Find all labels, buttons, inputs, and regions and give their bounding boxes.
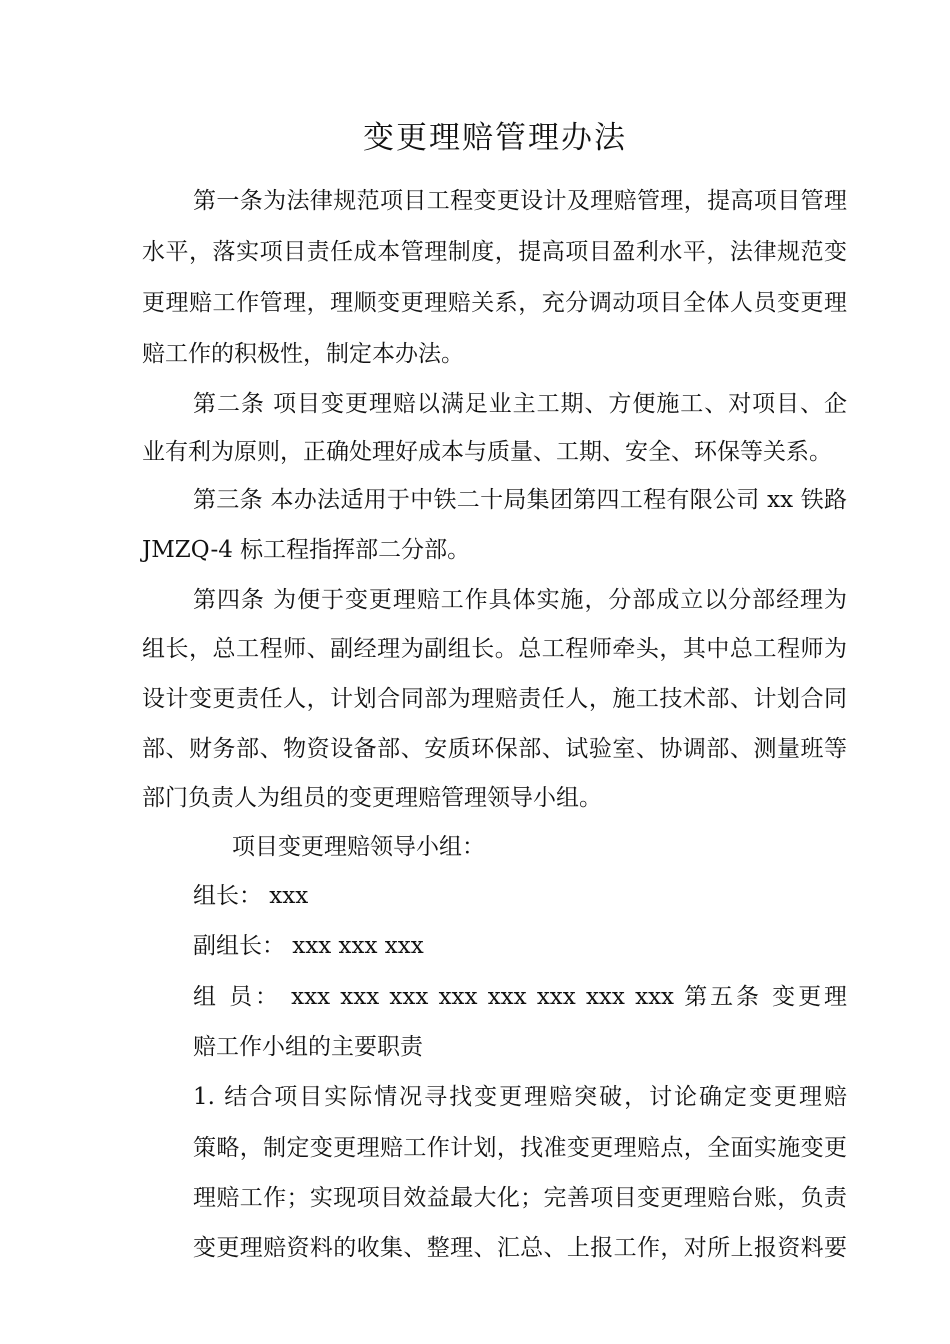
group-deputy: 副组长： xxx xxx xxx: [193, 933, 424, 959]
article-2-line-1: 第二条 项目变更理赔以满足业主工期、方便施工、对项目、企: [193, 391, 847, 417]
duty-1-line-3: 理赔工作；实现项目效益最大化；完善项目变更理赔台账，负责: [193, 1185, 847, 1211]
article-3-line-2: JMZQ-4 标工程指挥部二分部。: [142, 537, 471, 563]
article-1-line-2: 水平，落实项目责任成本管理制度，提高项目盈利水平，法律规范变: [142, 239, 847, 265]
duty-1-line-2: 策略，制定变更理赔工作计划，找准变更理赔点，全面实施变更: [193, 1135, 847, 1161]
group-members-line-1: 组 员： xxx xxx xxx xxx xxx xxx xxx xxx 第五条 变更理: [193, 984, 847, 1010]
document-title: 变更理赔管理办法: [363, 120, 627, 156]
article-4-line-4: 部、财务部、物资设备部、安质环保部、试验室、协调部、测量班等: [142, 736, 847, 762]
article-4-line-3: 设计变更责任人，计划合同部为理赔责任人，施工技术部、计划合同: [142, 686, 847, 712]
group-leader: 组长： xxx: [193, 883, 309, 909]
article-4-line-2: 组长，总工程师、副经理为副组长。总工程师牵头，其中总工程师为: [142, 636, 847, 662]
article-4-line-5: 部门负责人为组员的变更理赔管理领导小组。: [142, 785, 602, 811]
article-4-line-1: 第四条 为便于变更理赔工作具体实施，分部成立以分部经理为: [193, 587, 847, 613]
article-3-line-1: 第三条 本办法适用于中铁二十局集团第四工程有限公司 xx 铁路: [193, 487, 847, 513]
article-1-line-3: 更理赔工作管理，理顺变更理赔关系，充分调动项目全体人员变更理: [142, 290, 847, 316]
article-1-line-1: 第一条为法律规范项目工程变更设计及理赔管理，提高项目管理: [193, 188, 847, 214]
group-members-line-2: 赔工作小组的主要职责: [193, 1034, 423, 1060]
group-heading: 项目变更理赔领导小组：: [232, 834, 485, 860]
article-1-line-4: 赔工作的积极性，制定本办法。: [142, 341, 464, 367]
article-2-line-2: 业有利为原则，正确处理好成本与质量、工期、安全、环保等关系。: [142, 439, 832, 465]
duty-1-line-1: 1. 结合项目实际情况寻找变更理赔突破，讨论确定变更理赔: [193, 1084, 847, 1110]
duty-1-line-4: 变更理赔资料的收集、整理、汇总、上报工作，对所上报资料要: [193, 1235, 847, 1261]
